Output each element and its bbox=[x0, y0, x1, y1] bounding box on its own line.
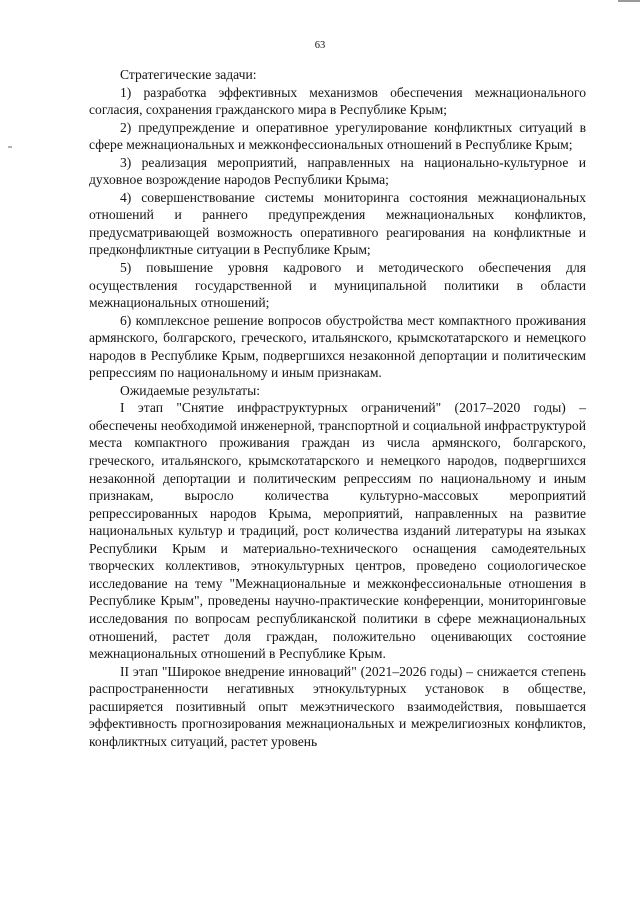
scan-corner-mark bbox=[618, 0, 640, 2]
document-body bbox=[89, 66, 586, 750]
paragraph-task-6: 6) комплексное решение вопросов обустройства мест компактного проживания армянского, болгарского, греческого, итальянского, крымскотатарского и немецкого народов в Республике Крым, подвергшихся незаконной депортации и политическим репрессиям по национальному и иным признакам. bbox=[89, 312, 586, 381]
paragraph-task-4: 4) совершенствование системы мониторинга состояния межнациональных отношений и раннего предупреждения межнациональных конфликтов, предусматривающей возможность оперативного реагирования на конфликтные и предконфликтные ситуации в Республике Крым; bbox=[89, 189, 586, 258]
paragraph-strategic-tasks-heading: Стратегические задачи: bbox=[120, 67, 257, 82]
paragraph-stage-1: I этап "Снятие инфраструктурных ограничений" (2017–2020 годы) – обеспечены необходимой инженерной, транспортной и социальной инфраструктурой места компактного проживания граждан из числа армянского, болгарского, греческого, итальянского, крымскотатарского и немецкого народов, подвергшихся незаконной депортации и политическим репрессиям по национальному и иным признакам, выросло количества культурно-массовых мероприятий репрессированных народов Крыма, мероприятий, направленных на развитие национальных культур и традиций, рост количества изданий литературы на языках Республики Крым и материально-технического оснащения самодеятельных творческих коллективов, этнокультурных центров, проведено социологическое исследование на тему "Межнациональные и межконфессиональные отношения в Республике Крым", проведены научно-практические конференции, мониторинговые исследования по вопросам республиканской политики в сфере межнациональных отношений, растет доля граждан, положительно оценивающих состояние межнациональных отношений в Республике Крым. bbox=[89, 400, 586, 662]
paragraph-stage-2: II этап "Широкое внедрение инноваций" (2021–2026 годы) – снижается степень распространенности негативных этнокультурных установок в обществе, расширяется позитивный опыт межэтнического взаимодействия, повышается эффективность прогнозирования межнациональных и межрелигиозных конфликтов, конфликтных ситуаций, растет уровень bbox=[89, 663, 586, 749]
paragraph-task-2: 2) предупреждение и оперативное урегулирование конфликтных ситуаций в сфере межнациональных и межконфессиональных отношений в Республике Крым; bbox=[89, 119, 586, 153]
paragraph-task-1: 1) разработка эффективных механизмов обеспечения межнационального согласия, сохранения гражданского мира в Республике Крым; bbox=[89, 84, 586, 118]
page-number: 63 bbox=[314, 40, 326, 51]
scan-margin-mark bbox=[8, 146, 12, 148]
paragraph-task-5: 5) повышение уровня кадрового и методического обеспечения для осуществления государственной и муниципальной политики в области межнациональных отношений; bbox=[89, 260, 586, 311]
paragraph-expected-results-heading: Ожидаемые результаты: bbox=[120, 382, 261, 398]
paragraph-task-3: 3) реализация мероприятий, направленных на национально-культурное и духовное возрождение народов Республики Крыма; bbox=[89, 154, 586, 188]
